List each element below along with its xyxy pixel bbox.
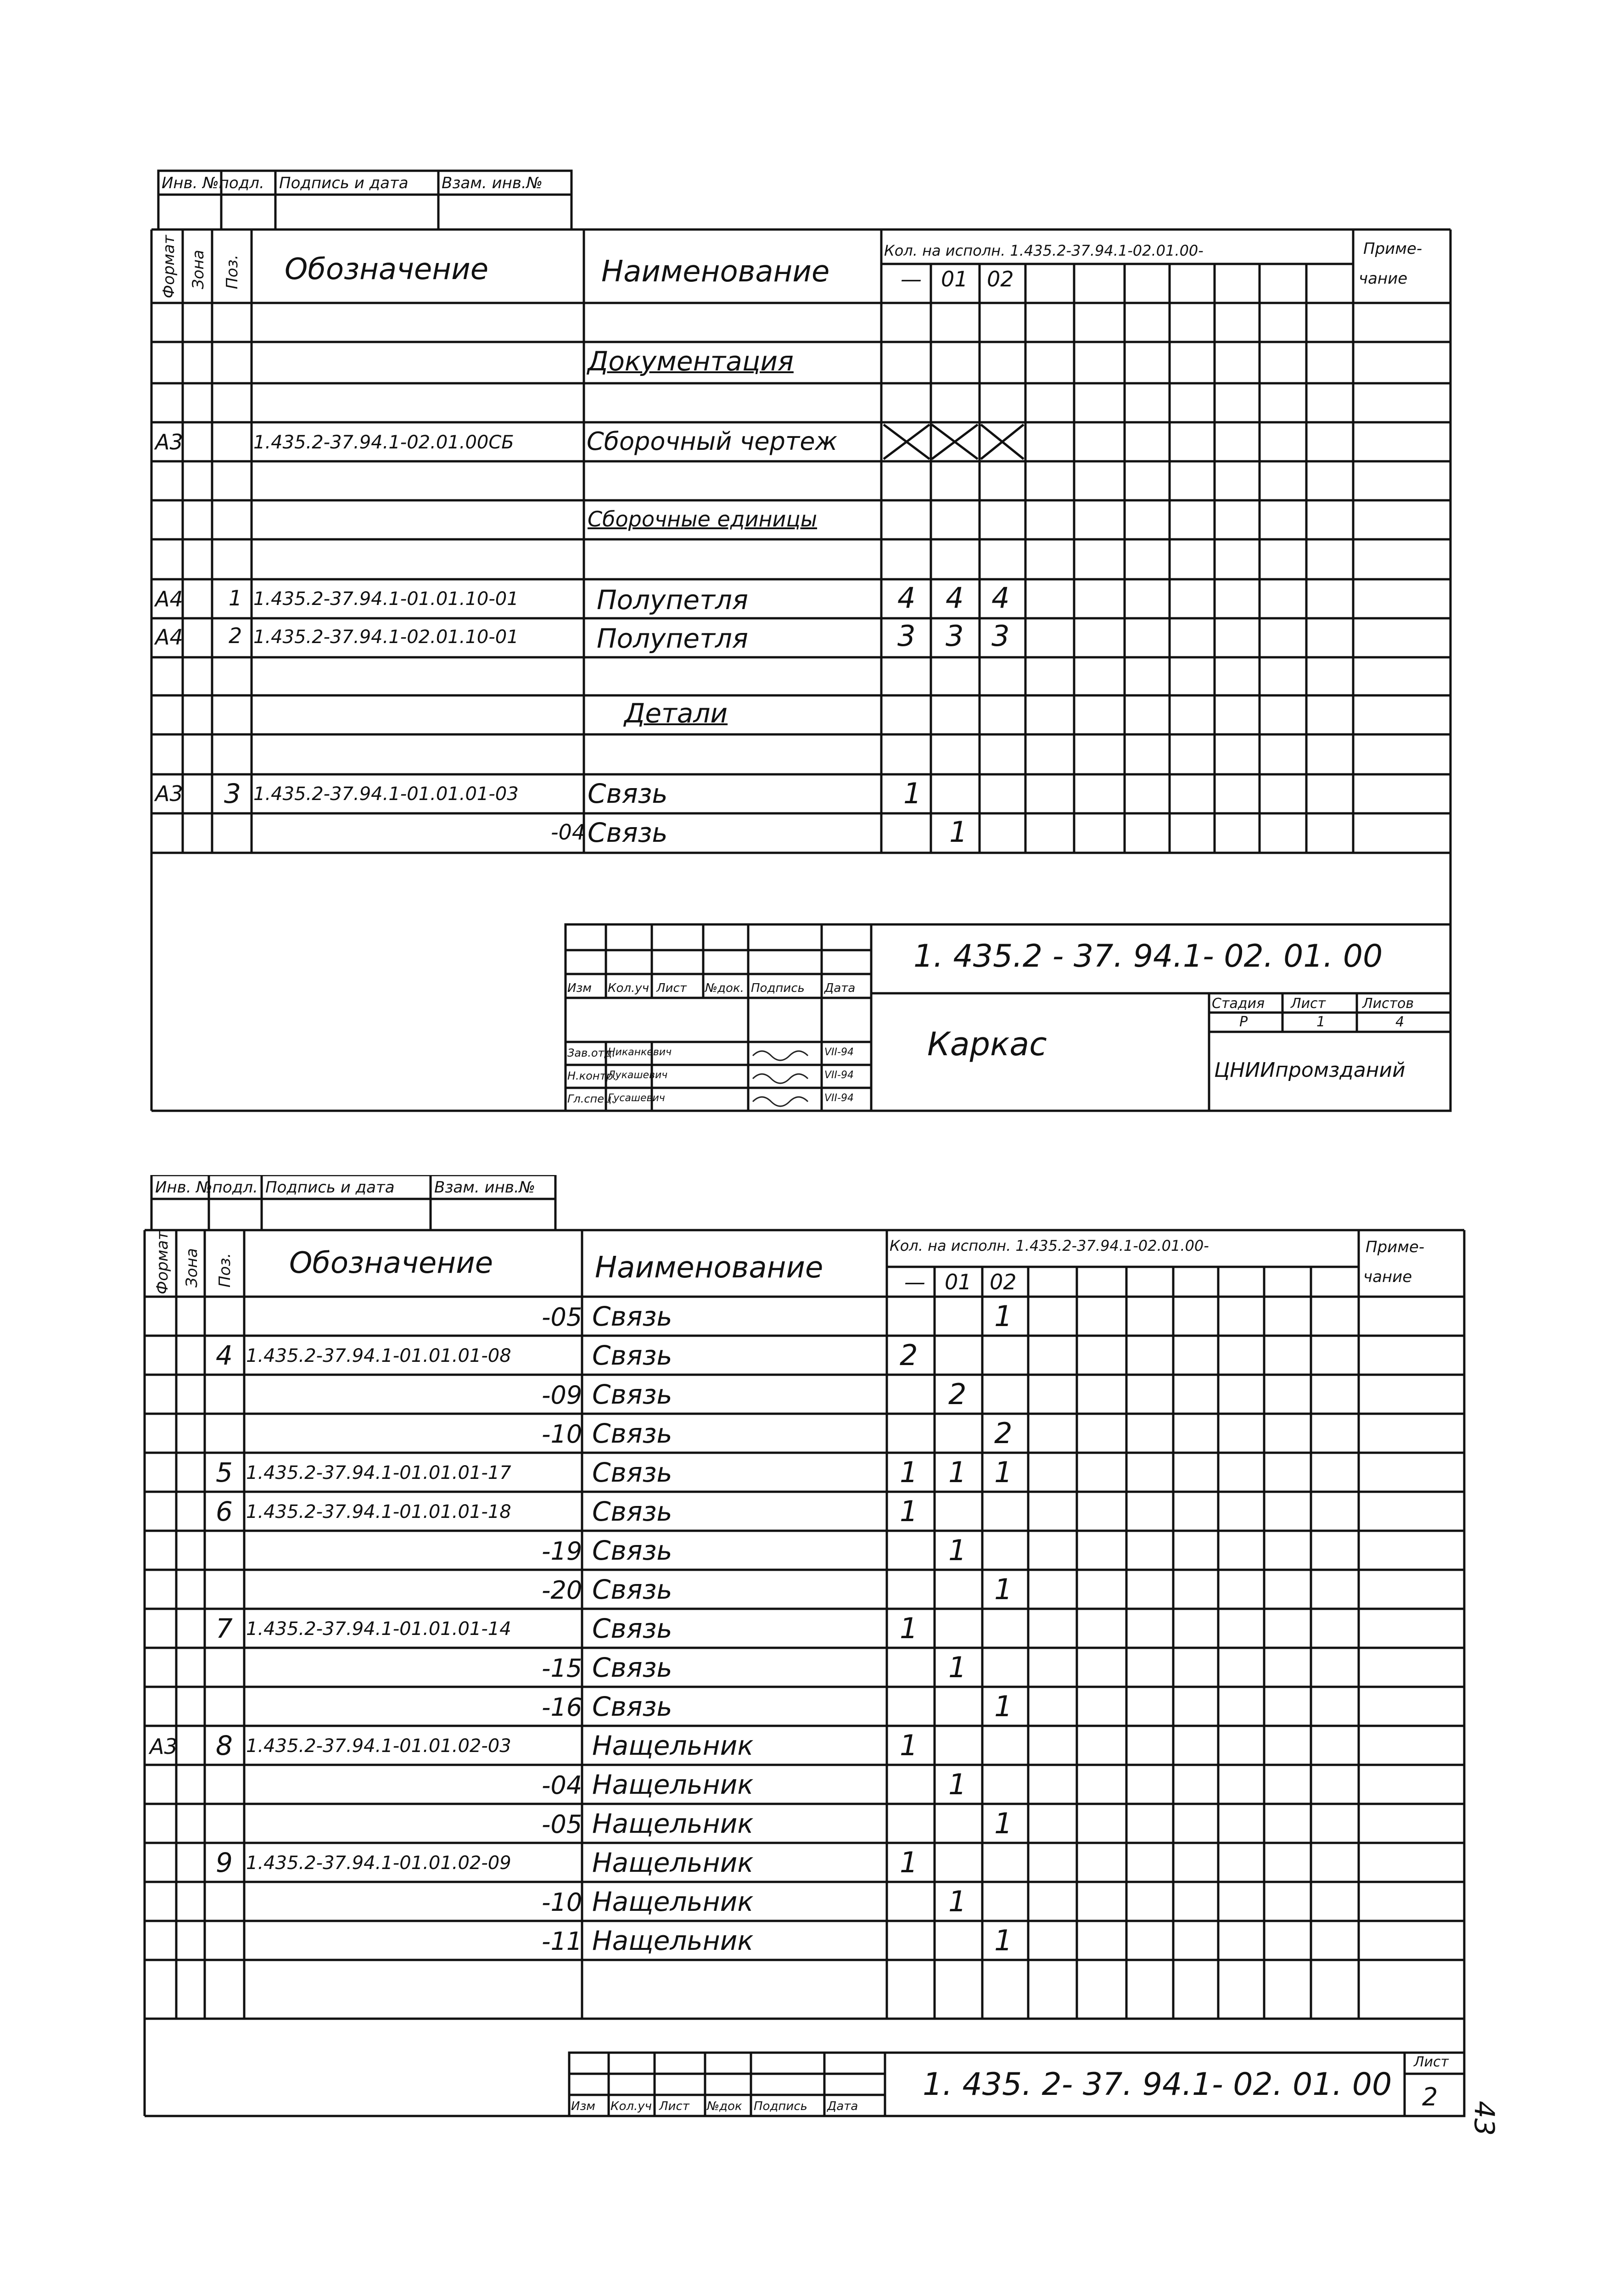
table-row-designation: -20 (542, 1576, 582, 1605)
table-row-name: Связь (592, 1496, 672, 1527)
table-row-qty-01: 2 (948, 1377, 967, 1411)
table-row-pos: 9 (216, 1847, 233, 1878)
sheet-2-grid-lines (0, 1175, 1624, 2286)
sheet-value: 2 (1422, 2082, 1438, 2111)
spec-sheet-2 (0, 1175, 1624, 2286)
designation-column-header: Обозначение (285, 252, 489, 286)
table-row-name: Нащельник (592, 1730, 754, 1761)
name-column-header: Наименование (595, 1251, 823, 1285)
note-column-header-2: чание (1359, 269, 1408, 288)
table-row-pos: 1 (229, 586, 242, 610)
table-row-qty-02: 1 (994, 1690, 1013, 1723)
title-role-norm-date: VII-94 (824, 1069, 854, 1081)
table-row-qty-base: 1 (903, 777, 922, 810)
qty-column-header: Кол. на исполн. 1.435.2-37.94.1-02.01.00- (890, 1237, 1209, 1254)
sheet-label: Лист (1291, 996, 1326, 1012)
table-row-qty-01: 1 (948, 1455, 967, 1489)
table-row-designation: -15 (542, 1654, 582, 1683)
variant-01-header: 01 (945, 1270, 972, 1294)
table-row-qty-02: 1 (994, 1299, 1013, 1333)
table-row-qty-base: 1 (900, 1846, 918, 1879)
table-row-qty-base: 3 (897, 619, 916, 653)
section-parts: Детали (624, 698, 728, 729)
table-row-pos: 7 (216, 1613, 233, 1644)
table-row-qty-01: 1 (948, 1768, 967, 1801)
table-row-pos: 8 (216, 1730, 233, 1761)
table-row-name: Связь (588, 817, 668, 848)
table-row-name: Полупетля (597, 584, 748, 616)
table-row-qty-base: 1 (900, 1495, 918, 1528)
sheet-label: Лист (1414, 2054, 1449, 2070)
title-col-list: Лист (659, 2099, 689, 2113)
document-code: 1. 435. 2- 37. 94.1- 02. 01. 00 (923, 2066, 1392, 2103)
table-row-format: А4 (155, 625, 183, 649)
note-column-header-2: чание (1363, 1268, 1412, 1286)
sheets-label: Листов (1362, 996, 1414, 1012)
title-col-list: Лист (656, 981, 687, 995)
variant-01-header: 01 (941, 267, 968, 291)
table-row-designation: 1.435.2-37.94.1-01.01.02-09 (246, 1853, 511, 1874)
stage-label: Стадия (1212, 996, 1265, 1012)
table-row-designation: 1.435.2-37.94.1-01.01.01-17 (246, 1462, 511, 1483)
table-row-format: А3 (155, 430, 183, 454)
table-row-qty-02: 1 (994, 1573, 1013, 1606)
table-row-pos: 3 (224, 778, 241, 809)
signature-date-label: Подпись и дата (265, 1178, 395, 1197)
table-row-name: Нащельник (592, 1886, 754, 1917)
organization-name: ЦНИИпромзданий (1214, 1058, 1406, 1082)
table-row-designation: 1.435.2-37.94.1-01.01.10-01 (253, 588, 519, 610)
name-column-header: Наименование (601, 255, 830, 289)
table-row-name: Нащельник (592, 1769, 754, 1800)
table-row-name: Нащельник (592, 1808, 754, 1839)
table-row-designation: -05 (542, 1303, 582, 1332)
qty-column-header: Кол. на исполн. 1.435.2-37.94.1-02.01.00- (884, 242, 1204, 259)
inv-number-label: Инв. №подл. (155, 1178, 258, 1197)
table-row-designation: 1.435.2-37.94.1-01.01.01-08 (246, 1345, 511, 1366)
table-row-format: А3 (150, 1734, 178, 1759)
table-row-designation: -09 (542, 1381, 582, 1410)
title-role-chief-name: Гусашевич (608, 1092, 665, 1104)
inv-number-label: Инв. №подл. (162, 174, 264, 192)
table-row-name: Связь (592, 1535, 672, 1566)
table-row-designation: -04 (542, 1771, 582, 1800)
document-code: 1. 435.2 - 37. 94.1- 02. 01. 00 (913, 938, 1383, 974)
title-col-doc: №док (707, 2099, 742, 2113)
table-row-qty-base: 1 (900, 1729, 918, 1762)
replace-inv-label: Взам. инв.№ (434, 1178, 536, 1197)
table-row-designation: -11 (542, 1927, 582, 1956)
table-row-qty-base: 1 (900, 1455, 918, 1489)
variant-02-header: 02 (990, 1270, 1017, 1294)
table-row-name: Связь (592, 1379, 672, 1410)
designation-column-header: Обозначение (289, 1246, 493, 1280)
table-row-name: Нащельник (592, 1847, 754, 1878)
note-column-header-1: Приме- (1363, 240, 1422, 258)
table-row-qty-02: 1 (994, 1455, 1013, 1489)
title-col-doc: №док. (705, 981, 744, 995)
table-row-designation: 1.435.2-37.94.1-02.01.10-01 (253, 627, 519, 648)
page-number: 43 (1468, 2100, 1501, 2136)
title-role-norm: Н.контр. (567, 1069, 617, 1082)
table-row-pos: 6 (216, 1496, 233, 1527)
table-row-name: Связь (592, 1418, 672, 1449)
table-row-name: Связь (592, 1652, 672, 1683)
table-row-name: Сборочный чертеж (587, 427, 838, 456)
table-row-designation: 1.435.2-37.94.1-01.01.01-14 (246, 1618, 511, 1640)
table-row-qty-01: 1 (948, 1534, 967, 1567)
table-row-qty-01: 3 (946, 619, 964, 653)
variant-base-header: — (904, 1270, 925, 1294)
table-row-qty-base: 2 (900, 1338, 918, 1372)
table-row-pos: 5 (216, 1457, 233, 1488)
title-col-sign: Подпись (751, 981, 805, 995)
table-row-format: А4 (155, 587, 183, 611)
title-col-izm: Изм (571, 2099, 595, 2113)
sheet-value: 1 (1316, 1014, 1326, 1030)
title-role-head-name: Никанкевич (608, 1047, 672, 1058)
table-row-qty-02: 2 (994, 1416, 1013, 1450)
section-assemblies: Сборочные единицы (588, 507, 818, 532)
table-row-name: Связь (592, 1613, 672, 1644)
table-row-qty-02: 4 (991, 581, 1010, 615)
stage-value: Р (1239, 1014, 1248, 1030)
table-row-name: Связь (592, 1574, 672, 1605)
title-role-chief: Гл.спец. (567, 1092, 615, 1105)
signature-date-label: Подпись и дата (279, 174, 409, 192)
table-row-format: А3 (155, 781, 183, 806)
table-row-name: Связь (592, 1691, 672, 1722)
variant-base-header: — (901, 267, 922, 291)
table-row-qty-base: 1 (900, 1612, 918, 1645)
title-role-head-date: VII-94 (824, 1047, 854, 1058)
table-row-designation: -10 (542, 1420, 582, 1449)
table-row-designation: -19 (542, 1537, 582, 1566)
table-row-name: Связь (592, 1457, 672, 1488)
table-row-designation: 1.435.2-37.94.1-02.01.00СБ (253, 432, 514, 453)
title-col-izm: Изм (567, 981, 592, 995)
replace-inv-label: Взам. инв.№ (442, 174, 543, 192)
table-row-qty-02: 3 (991, 619, 1010, 653)
table-row-qty-02: 1 (994, 1924, 1013, 1957)
variant-02-header: 02 (987, 267, 1014, 291)
table-row-designation: -10 (542, 1888, 582, 1917)
format-column-header: Формат (160, 235, 178, 298)
title-col-date: Дата (827, 2099, 858, 2113)
table-row-designation: -04 (551, 820, 586, 845)
table-row-name: Нащельник (592, 1925, 754, 1956)
title-col-sign: Подпись (754, 2099, 807, 2113)
table-row-designation: 1.435.2-37.94.1-01.01.02-03 (246, 1735, 511, 1757)
table-row-qty-02: 1 (994, 1807, 1013, 1840)
table-row-name: Связь (592, 1301, 672, 1332)
table-row-qty-01: 4 (946, 581, 964, 615)
pos-column-header: Поз. (223, 254, 241, 289)
table-row-name: Полупетля (597, 623, 748, 654)
title-col-date: Дата (824, 981, 856, 995)
table-row-pos: 4 (216, 1340, 233, 1371)
title-col-kol: Кол.уч (610, 2099, 652, 2113)
title-role-head: Зав.отд. (567, 1047, 616, 1059)
table-row-designation: -05 (542, 1810, 582, 1839)
table-row-qty-base: 4 (897, 581, 916, 615)
section-documentation: Документация (588, 346, 794, 377)
title-role-norm-name: Лукашевич (608, 1069, 668, 1081)
document-name: Каркас (927, 1025, 1047, 1063)
table-row-designation: -16 (542, 1693, 582, 1722)
table-row-qty-01: 1 (948, 1885, 967, 1918)
title-role-chief-date: VII-94 (824, 1092, 854, 1104)
sheets-value: 4 (1395, 1014, 1405, 1030)
zone-column-header: Зона (183, 1248, 201, 1287)
pos-column-header: Поз. (216, 1253, 234, 1287)
table-row-qty-01: 1 (949, 815, 968, 849)
table-row-designation: 1.435.2-37.94.1-01.01.01-18 (246, 1501, 511, 1523)
table-row-name: Связь (588, 778, 668, 809)
zone-column-header: Зона (189, 250, 207, 289)
format-column-header: Формат (153, 1231, 172, 1294)
title-col-kol: Кол.уч (608, 981, 649, 995)
table-row-designation: 1.435.2-37.94.1-01.01.01-03 (253, 784, 519, 805)
table-row-name: Связь (592, 1340, 672, 1371)
table-row-qty-01: 1 (948, 1651, 967, 1684)
table-row-pos: 2 (229, 623, 242, 648)
note-column-header-1: Приме- (1366, 1238, 1425, 1256)
